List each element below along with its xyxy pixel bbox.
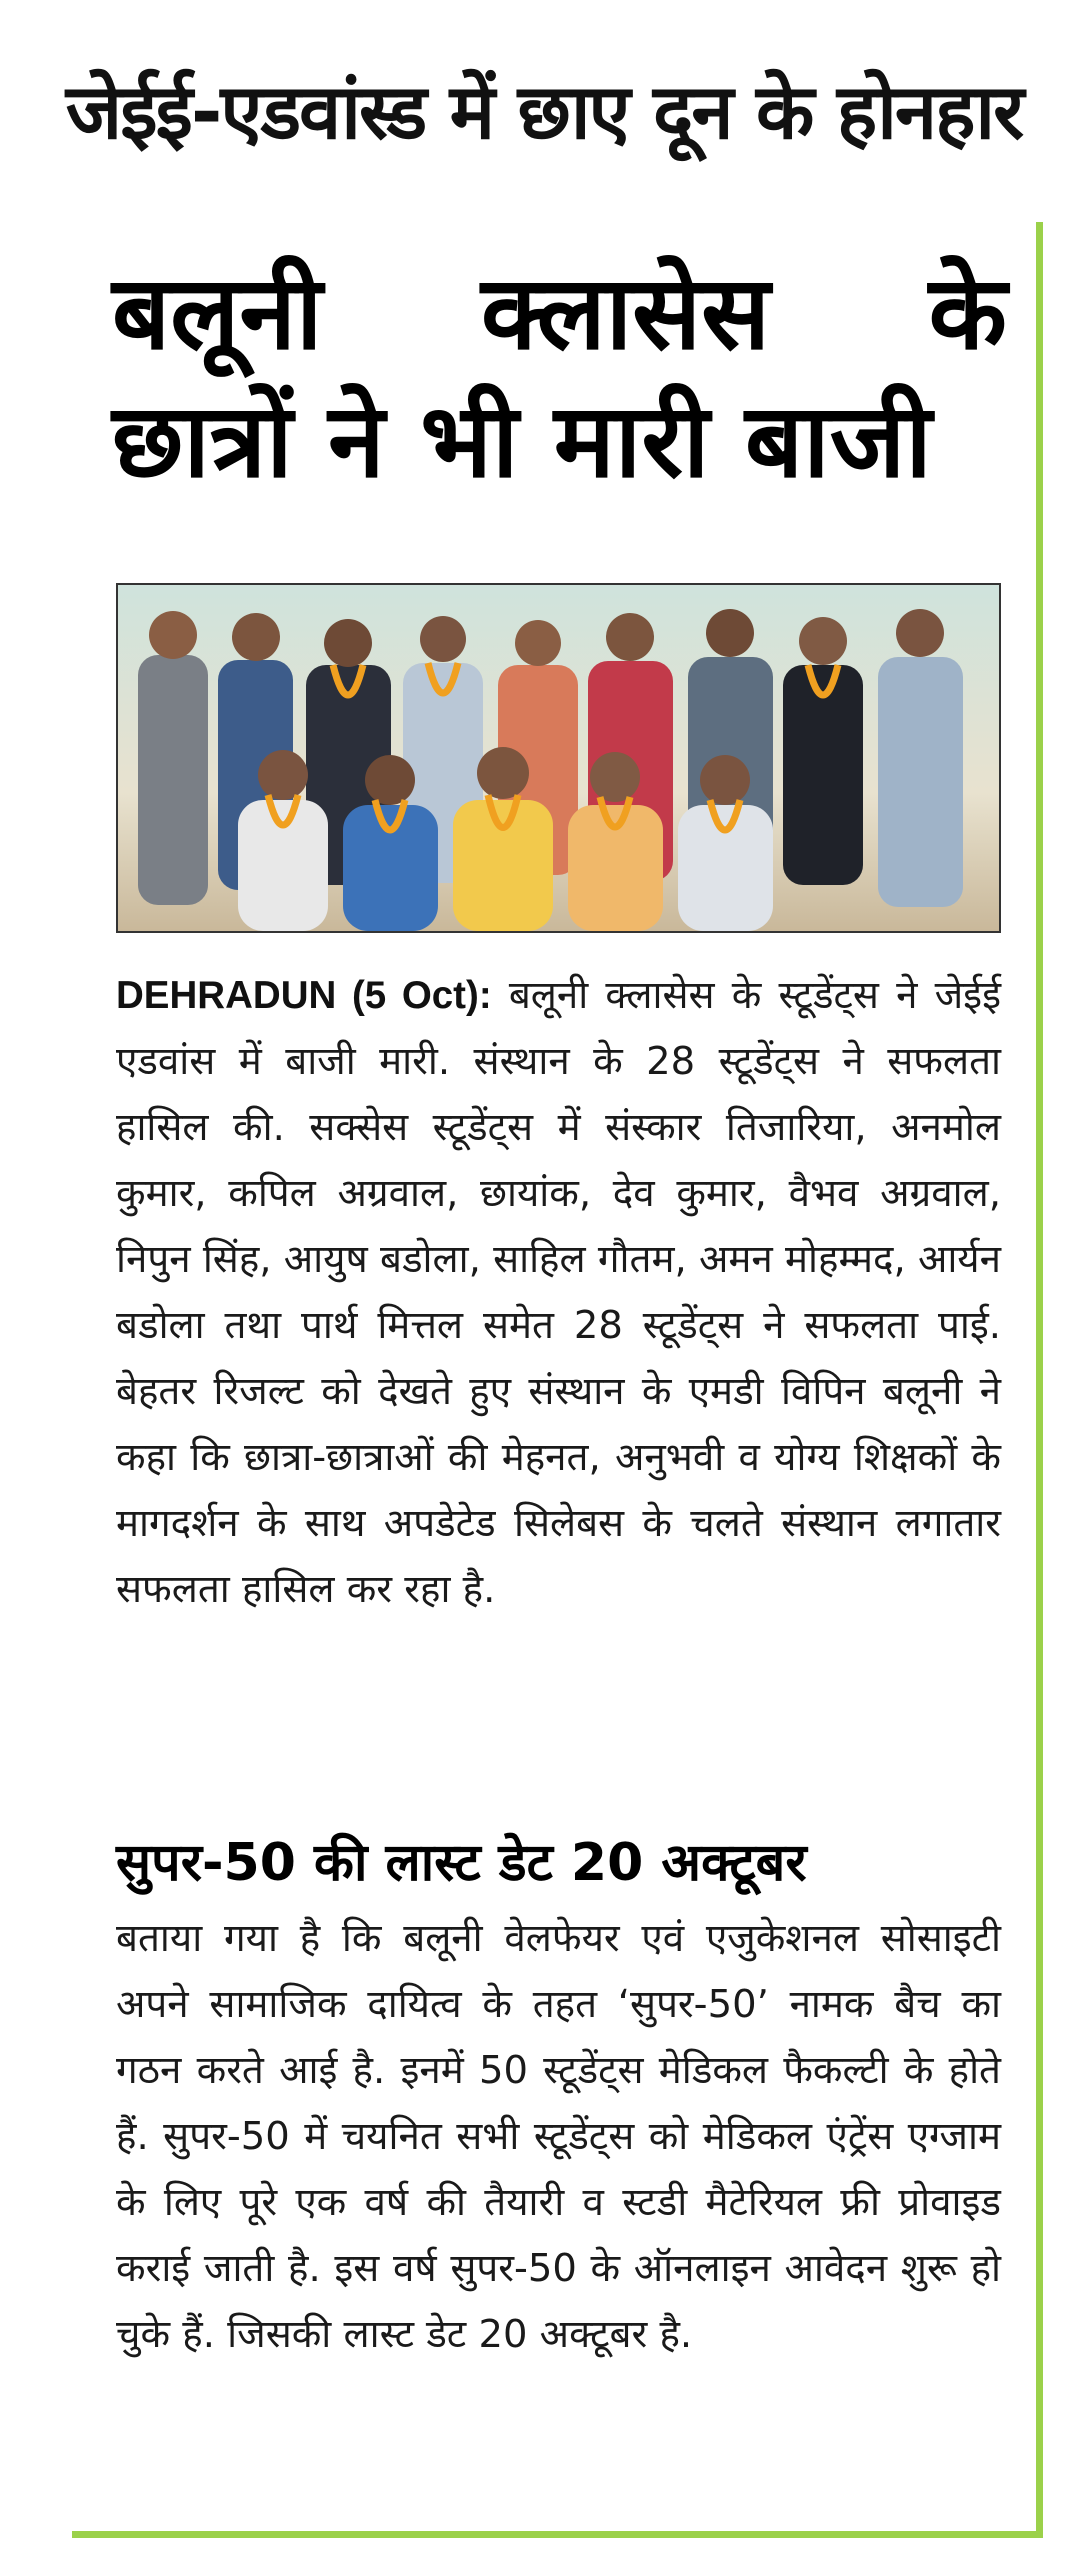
main-headline (112, 250, 1007, 505)
headline-line-2: छात्रों ने भी मारी बाजी (112, 381, 932, 501)
frame-border-right (1036, 222, 1043, 2538)
group-photo (116, 583, 1001, 933)
article-paragraph-2: बताया गया है कि बलूनी वेलफेयर एवं एजुकेशनल सोसाइटी अपने सामाजिक दायित्व के तहत ‘सुपर-50’ नामक बैच का गठन करते आई है. इनमें 50 स्टूडेंट्स मेडिकल फैकल्टी के होते हैं. सुपर-50 में चयनित सभी स्टूडेंट्स को मेडिकल एंट्रेंस एग्जाम के लिए पूरे एक वर्ष की तैयारी व स्टडी मैटेरियल फ्री प्रोवाइड कराई जाती है. इस वर्ष सुपर-50 के ऑनलाइन आवेदन शुरू हो चुके हैं. जिसकी लास्ट डेट 20 अक्टूबर है. (116, 1916, 1001, 2357)
group-photo-illustration (118, 585, 999, 931)
headline-word-2: क्लासेस (481, 254, 771, 373)
paragraph-1-text: बलूनी क्लासेस के स्टूडेंट्स ने जेईई एडवांस में बाजी मारी. संस्थान के 28 स्टूडेंट्स ने सफलता हासिल की. सक्सेस स्टूडेंट्स में संस्कार तिजारिया, अनमोल कुमार, कपिल अग्रवाल, छायांक, देव कुमार, वैभव अग्रवाल, निपुन सिंह, आयुष बडोला, साहिल गौतम, अमन मोहम्मद, आर्यन बडोला तथा पार्थ मित्तल समेत 28 स्टूडेंट्स ने सफलता पाई. बेहतर रिजल्ट को देखते हुए संस्थान के एमडी विपिन बलूनी ने कहा कि छात्रा-छात्राओं की मेहनत, अनुभवी व योग्य शिक्षकों के मागदर्शन के साथ अपडेटेड सिलेबस के चलते संस्थान लगातार सफलता हासिल कर रहा है. (116, 973, 1001, 1612)
article-paragraph-1 (116, 963, 1001, 1623)
headline-line-1 (112, 250, 1007, 378)
article-subhead: सुपर-50 की लास्ट डेट 20 अक्टूबर (116, 1833, 807, 1893)
headline-word-1: बलूनी (112, 254, 323, 373)
frame-border-bottom (72, 2531, 1043, 2538)
dateline: DEHRADUN (5 Oct): (116, 974, 492, 1017)
kicker-headline: जेईई-एडवांस्ड में छाए दून के होनहार (65, 67, 1023, 156)
headline-word-3: के (928, 254, 1007, 373)
